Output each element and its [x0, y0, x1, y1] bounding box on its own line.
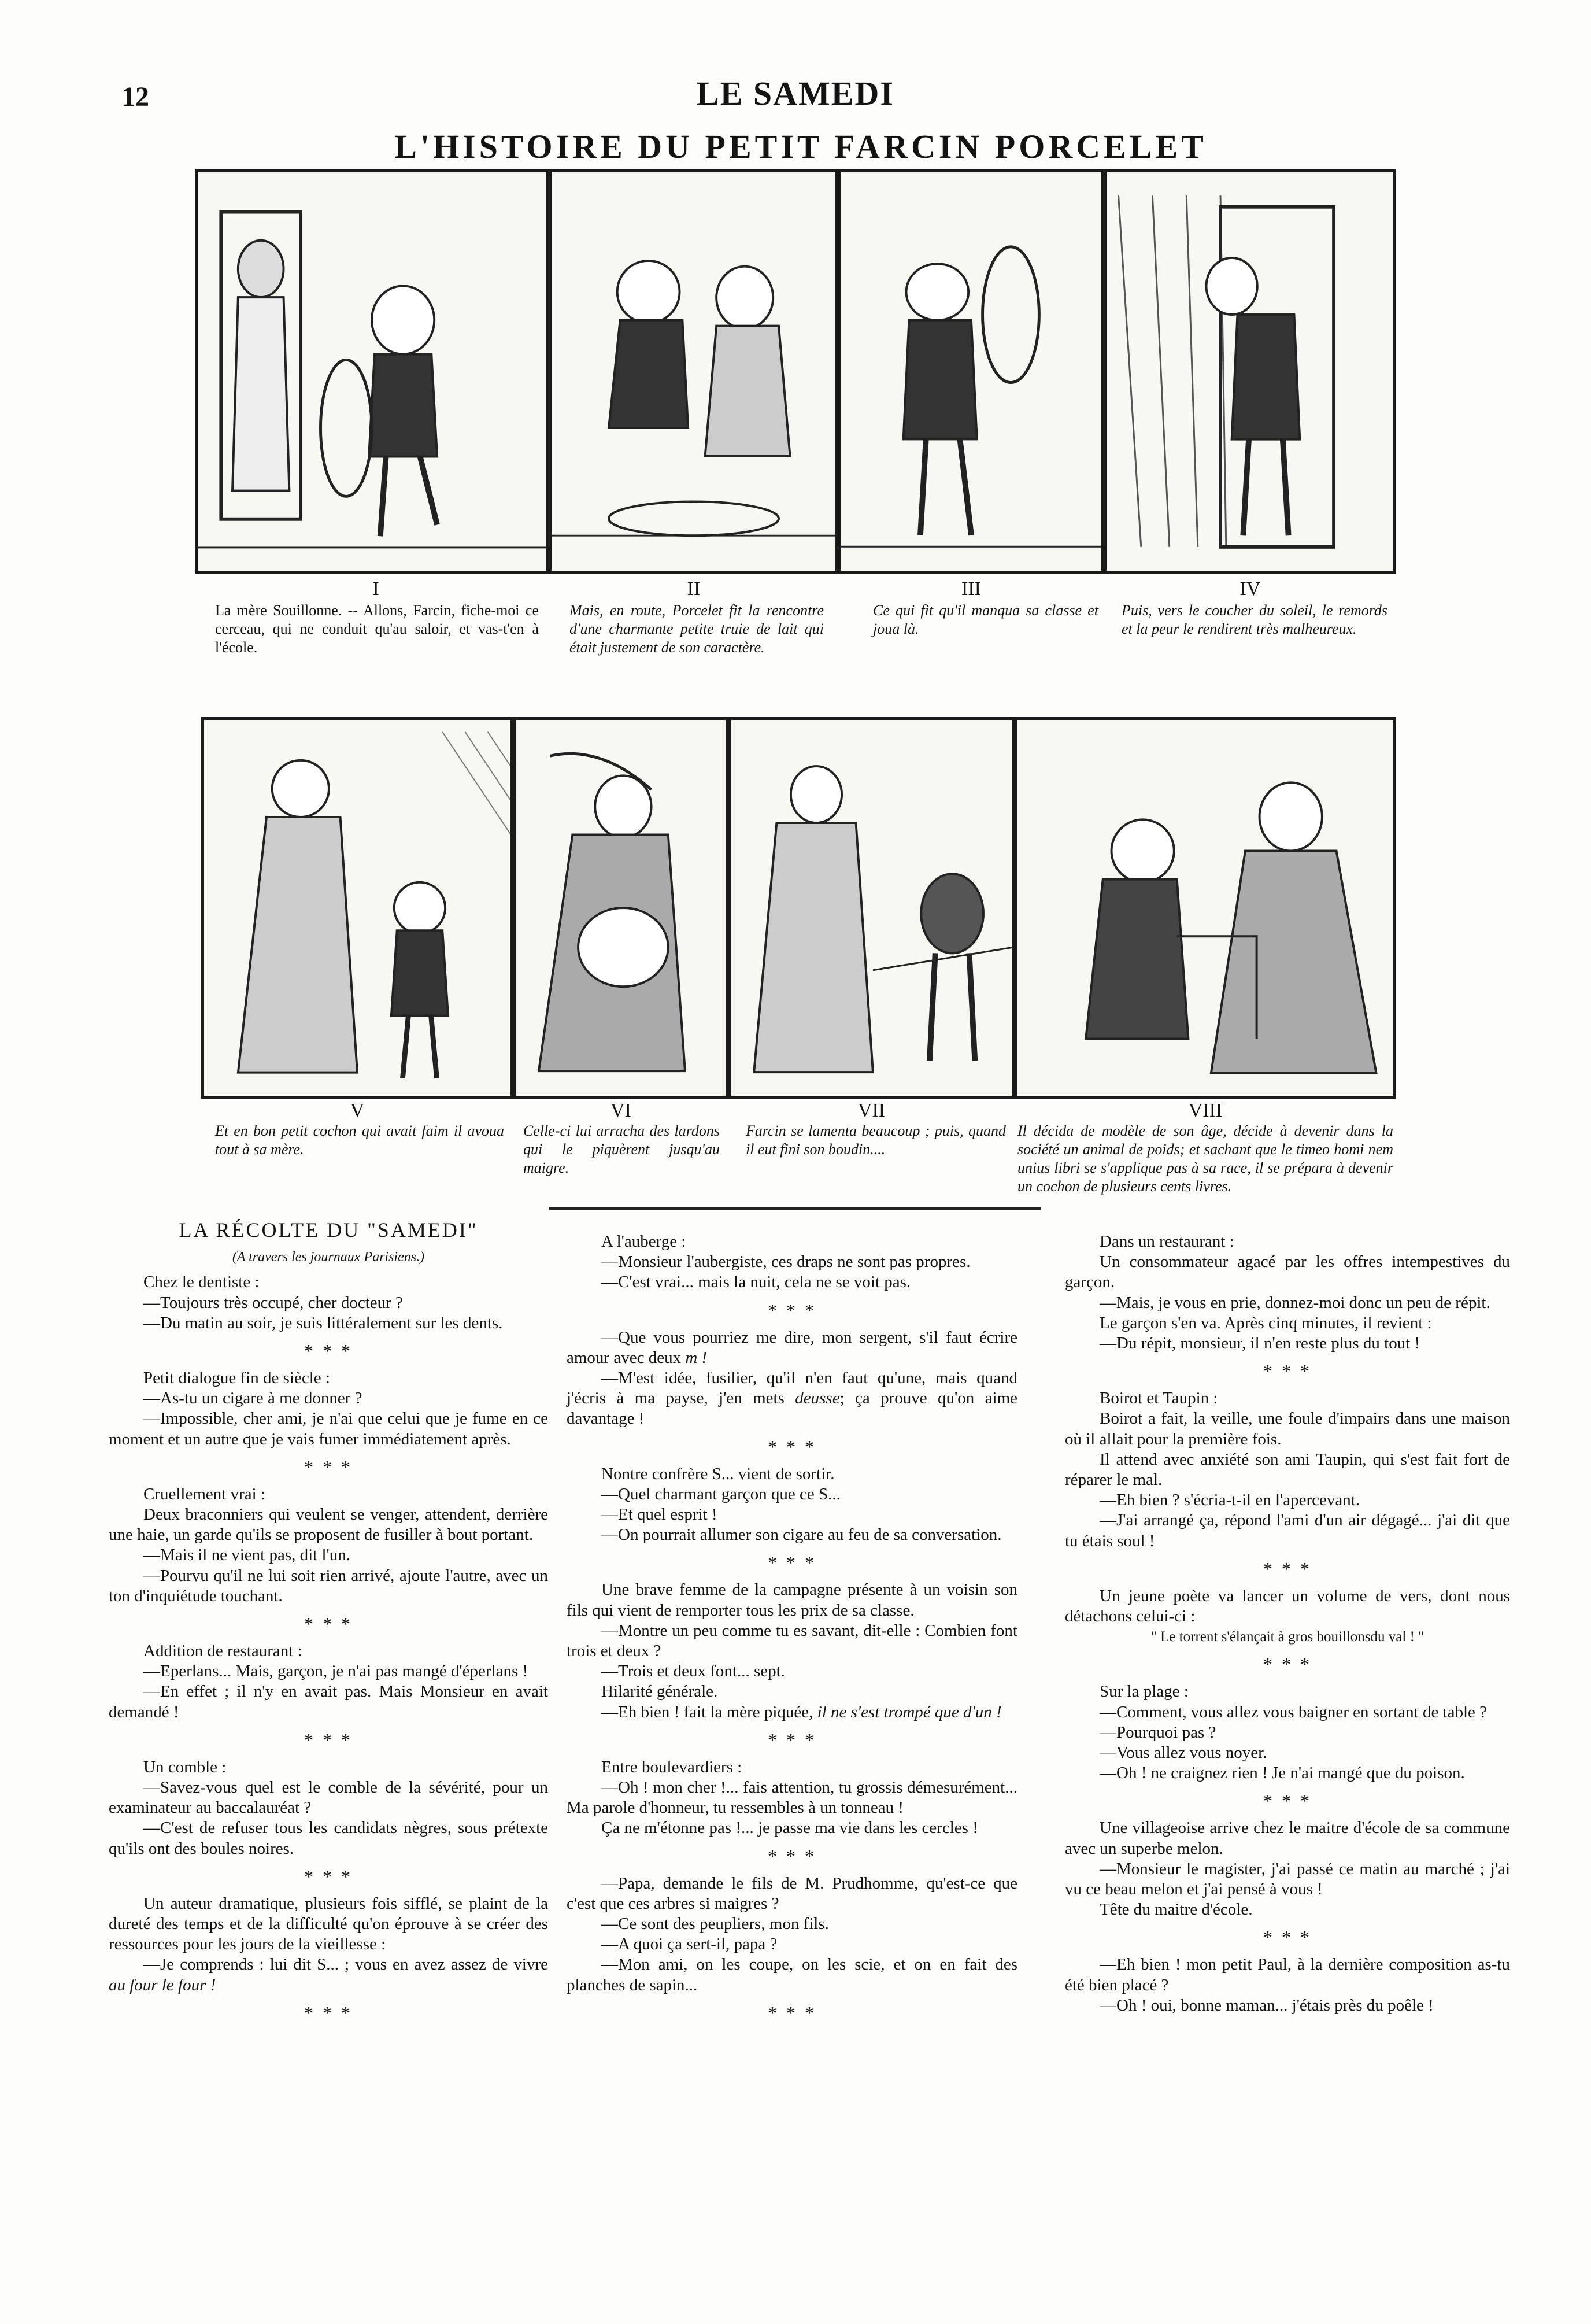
paragraph: Chez le dentiste :	[143, 1273, 260, 1292]
panel-caption: Celle-ci lui arracha des lardons qui le piquèrent jusqu'au maigre.	[523, 1122, 720, 1176]
verse-line: " Le torrent s'élançait à gros bouillonsdu val ! "	[1150, 1629, 1424, 1645]
paragraph: Un jeune poète va lancer un volume de vers, dont nous détachons celui-ci :	[1065, 1586, 1510, 1626]
paragraph: —Pourquoi pas ?	[1100, 1723, 1216, 1742]
paragraph: Deux braconniers qui veulent se venger, attendent, derrière une haie, un garde qu'ils se proposent de fusiller à bout portant.	[109, 1505, 548, 1545]
paragraph: Dans un restaurant :	[1100, 1232, 1234, 1251]
paragraph: —Montre un peu comme tu es savant, dit-elle : Combien font trois et deux ?	[567, 1621, 1018, 1661]
paragraph: —Monsieur le magister, j'ai passé ce matin au marché ; j'ai vu ce beau melon et j'ai pensé à vous !	[1065, 1859, 1510, 1899]
paragraph: Ça ne m'étonne pas !... je passe ma vie dans les cercles !	[601, 1819, 978, 1838]
paragraph: Le garçon s'en va. Après cinq minutes, il revient :	[1100, 1313, 1432, 1332]
comic-panel-8	[1015, 717, 1396, 1099]
panel-caption: Farcin se lamenta beaucoup ; puis, quand il eut fini son boudin....	[746, 1122, 1006, 1158]
paragraph: —Quel charmant garçon que ce S...	[601, 1484, 841, 1503]
comic-panel-4	[1104, 169, 1396, 574]
pig-at-door-illustration	[1107, 172, 1393, 571]
paragraph: Une villageoise arrive chez le maitre d'école de sa commune avec un superbe melon.	[1065, 1819, 1510, 1858]
paragraph: —Monsieur l'aubergiste, ces draps ne sont pas propres.	[601, 1252, 971, 1272]
text: —Que vous pourriez me dire, mon sergent, s'il faut écrire amour avec deux	[567, 1328, 1018, 1367]
asterism: * * *	[768, 1845, 816, 1867]
story-title: L'HISTOIRE DU PETIT FARCIN PORCELET	[394, 128, 1207, 165]
asterism: * * *	[304, 1456, 353, 1477]
paragraph: Petit dialogue fin de siècle :	[143, 1369, 330, 1388]
section-divider	[549, 1207, 1041, 1210]
asterism: * * *	[304, 1613, 353, 1635]
paragraph: —On pourrait allumer son cigare au feu de sa conversation.	[601, 1525, 1002, 1545]
paragraph: —Oh ! ne craignez rien ! Je n'ai mangé que du poison.	[1100, 1764, 1465, 1783]
asterism: * * *	[768, 1552, 816, 1573]
paragraph: —C'est vrai... mais la nuit, cela ne se voit pas.	[601, 1273, 911, 1292]
paragraph: Cruellement vrai :	[143, 1484, 265, 1503]
paragraph: —Vous allez vous noyer.	[1100, 1743, 1267, 1763]
paragraph: Entre boulevardiers :	[601, 1757, 742, 1776]
page-number: 12	[121, 82, 149, 112]
paragraph: —Oh ! oui, bonne maman... j'étais près du poêle !	[1100, 1996, 1434, 2015]
asterism: * * *	[1263, 1790, 1312, 1812]
paragraph: —Savez-vous quel est le comble de la sévérité, pour un examinateur au baccalauréat ?	[109, 1778, 548, 1817]
emphasis: m !	[685, 1348, 708, 1367]
paragraph: Un consommateur agacé par les offres intempestives du garçon.	[1065, 1252, 1510, 1292]
paragraph: —Du répit, monsieur, il n'en reste plus du tout !	[1100, 1334, 1420, 1353]
comic-panel-7	[728, 717, 1015, 1099]
paragraph: Boirot a fait, la veille, une foule d'impairs dans une maison où il allait pour la première fois.	[1065, 1409, 1510, 1449]
quote-emphasis: au four le four !	[109, 1975, 216, 1994]
paragraph: —Eh bien ! mon petit Paul, à la dernière composition as-tu été bien placé ?	[1065, 1955, 1510, 1994]
paragraph: Un auteur dramatique, plusieurs fois sifflé, se plaint de la dureté des temps et de la difficulté qu'on éprouve à se créer des ressources pour les jours de la vieillesse :	[109, 1894, 548, 1954]
panel-number: IV	[1240, 578, 1261, 600]
emphasis: deusse	[795, 1389, 840, 1408]
paragraph: A l'auberge :	[601, 1232, 686, 1251]
asterism: * * *	[304, 1340, 353, 1362]
paragraph: —Papa, demande le fils de M. Prudhomme, qu'est-ce que c'est que ces arbres si maigres ?	[567, 1874, 1018, 1913]
paragraph: —Comment, vous allez vous baigner en sortant de table ?	[1100, 1702, 1488, 1721]
paragraph: —J'ai arrangé ça, répond l'ami d'un air dégagé... j'ai dit que tu étais soul !	[1065, 1511, 1510, 1550]
comic-panel-6	[513, 717, 728, 1099]
text: ; ça prouve qu'on aime davantage !	[567, 1389, 1018, 1428]
panel-number: VIII	[1188, 1100, 1223, 1121]
paragraph: —As-tu un cigare à me donner ?	[143, 1389, 362, 1408]
paragraph: —Du matin au soir, je suis littéralement sur les dents.	[143, 1313, 503, 1332]
paragraph: —Impossible, cher ami, je n'ai que celui que je fume en ce moment et un autre que je vais fumer immédiatement après.	[109, 1409, 548, 1449]
paragraph: —En effet ; il n'y en avait pas. Mais Monsieur en avait demandé !	[109, 1682, 548, 1721]
paragraph: —Mais il ne vient pas, dit l'un.	[143, 1546, 351, 1565]
panel-caption: La mère Souillonne. -- Allons, Farcin, fiche-moi ce cerceau, qui ne conduit qu'au saloir, et vas-t'en à l'école.	[215, 602, 539, 656]
paragraph: Hilarité générale.	[601, 1682, 718, 1701]
paragraph: Tête du maitre d'école.	[1100, 1900, 1253, 1919]
paragraph: Il attend avec anxiété son ami Taupin, qui s'est fait fort de réparer le mal.	[1065, 1450, 1510, 1490]
asterism: * * *	[1263, 1927, 1312, 1948]
quote-text: —Je comprends : lui dit S... ; vous en avez assez de vivre	[143, 1955, 548, 1974]
asterism: * * *	[304, 1729, 353, 1750]
paragraph: —Eperlans... Mais, garçon, je n'ai pas mangé d'éperlans !	[143, 1662, 528, 1681]
asterism: * * *	[768, 1729, 816, 1750]
paragraph: —Oh ! mon cher !... fais attention, tu grossis démesurément... Ma parole d'honneur, tu ressembles à un tonneau !	[567, 1778, 1018, 1817]
text: —M'est idée, fusilier, qu'il n'en faut qu'une, mais quand j'écris à ma payse, j'en mets	[567, 1369, 1018, 1408]
paragraph: —C'est de refuser tous les candidats nègres, sous prétexte qu'ils ont des boules noires.	[109, 1819, 548, 1858]
studying-pig-illustration	[1018, 720, 1393, 1096]
pig-playing-illustration	[841, 172, 1101, 571]
panel-caption: Il décida de modèle de son âge, décide à devenir dans la société un animal de poids; et sachant que le timeo homi nem unius libri se s'applique pas à sa race, il se prépara à devenir un cochon de plusieurs cents livres.	[1018, 1122, 1393, 1195]
mother-and-piglet-illustration	[204, 720, 510, 1096]
panel-caption: Puis, vers le coucher du soleil, le remords et la peur le rendirent très malheureux.	[1122, 602, 1388, 637]
paragraph: —Et quel esprit !	[601, 1505, 717, 1524]
asterism: * * *	[1263, 1654, 1312, 1675]
paragraph	[567, 1702, 1018, 1723]
emphasis: il ne s'est trompé que d'un !	[817, 1702, 1002, 1721]
paragraph: —Toujours très occupé, cher docteur ?	[143, 1293, 403, 1312]
comic-panel-1	[195, 169, 549, 574]
asterism: * * *	[768, 2002, 816, 2023]
panel-number: II	[687, 578, 701, 600]
panel-number: III	[961, 578, 981, 600]
panel-number: VII	[857, 1100, 886, 1121]
asterism: * * *	[304, 1865, 353, 1887]
paragraph	[567, 1328, 1018, 1368]
panel-number: VI	[610, 1100, 631, 1121]
paragraph	[567, 1368, 1018, 1429]
panel-caption: Et en bon petit cochon qui avait faim il avoua tout à sa mère.	[215, 1122, 504, 1158]
asterism: * * *	[1263, 1558, 1312, 1579]
article-column-3	[1065, 1232, 1510, 2016]
pig-with-hoop-illustration	[198, 172, 546, 571]
panel-number: V	[350, 1100, 365, 1121]
paragraph: —Eh bien ? s'écria-t-il en l'apercevant.	[1100, 1491, 1360, 1510]
comic-panel-2	[549, 169, 838, 574]
paragraph: Nontre confrère S... vient de sortir.	[601, 1464, 835, 1483]
paragraph: —Ce sont des peupliers, mon fils.	[601, 1915, 829, 1934]
asterism: * * *	[1263, 1361, 1312, 1382]
spanking-illustration	[516, 720, 726, 1096]
comic-panel-3	[838, 169, 1104, 574]
panel-caption: Ce qui fit qu'il manqua sa classe et joua là.	[873, 602, 1098, 637]
paragraph: —Trois et deux font... sept.	[601, 1662, 785, 1681]
asterism: * * *	[768, 1436, 816, 1457]
article-column-1	[109, 1220, 548, 2030]
paragraph: —Mais, je vous en prie, donnez-moi donc un peu de répit.	[1100, 1293, 1490, 1312]
pigs-dancing-illustration	[552, 172, 835, 571]
paragraph: Addition de restaurant :	[143, 1642, 302, 1661]
paragraph: —Pourvu qu'il ne lui soit rien arrivé, ajoute l'autre, avec un ton d'inquiétude touchant.	[109, 1566, 548, 1605]
paragraph: Boirot et Taupin :	[1100, 1389, 1218, 1408]
lamenting-piglet-illustration	[731, 720, 1012, 1096]
asterism: * * *	[304, 2002, 353, 2023]
paragraph: Sur la plage :	[1100, 1682, 1189, 1701]
article-subheading: (A travers les journaux Parisiens.)	[232, 1250, 425, 1265]
panel-caption: Mais, en route, Porcelet fit la rencontre d'une charmante petite truie de lait qui était justement de son caractère.	[569, 602, 824, 656]
paragraph	[109, 1954, 548, 1995]
masthead: LE SAMEDI	[697, 75, 894, 112]
paragraph: —Mon ami, on les coupe, on les scie, et on en fait des planches de sapin...	[567, 1955, 1018, 1994]
article-heading: LA RÉCOLTE DU "SAMEDI"	[179, 1218, 478, 1242]
comic-panel-5	[201, 717, 513, 1099]
text: —Eh bien ! fait la mère piquée,	[601, 1702, 813, 1721]
paragraph: —A quoi ça sert-il, papa ?	[601, 1935, 778, 1954]
article-column-2	[567, 1232, 1018, 2030]
paragraph: Un comble :	[143, 1757, 227, 1776]
paragraph: Une brave femme de la campagne présente à un voisin son fils qui vient de remporter tous les prix de sa classe.	[567, 1580, 1018, 1620]
panel-number: I	[372, 578, 379, 600]
asterism: * * *	[768, 1299, 816, 1321]
